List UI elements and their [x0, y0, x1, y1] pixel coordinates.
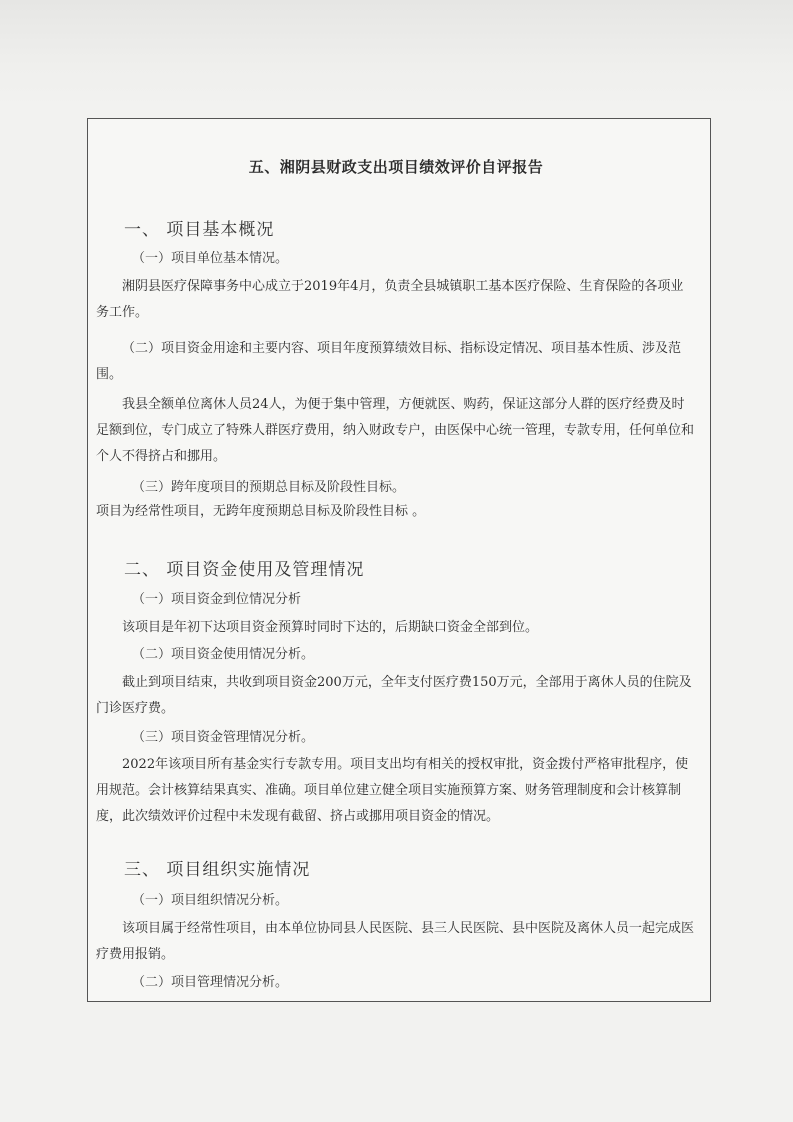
section-2-para-2: 截止到项目结束，共收到项目资金200万元，全年支付医疗费150万元，全部用于离休人员的住院及门诊医疗费。: [96, 675, 692, 716]
section-3-heading: 三、 项目组织实施情况: [124, 860, 311, 880]
section-2-sub-2: （二）项目资金使用情况分析。: [132, 647, 315, 662]
section-2-sub-3: （三）项目资金管理情况分析。: [132, 730, 315, 745]
section-3-para-1: 该项目属于经常性项目，由本单位协同县人民医院、县三人民医院、县中医院及离休人员一起完成医疗费用报销。: [96, 921, 695, 962]
section-1-para-2: 我县全额单位离休人员24人，为便于集中管理，方便就医、购药，保证这部分人群的医疗经费及时足额到位，专门成立了特殊人群医疗费用，纳入财政专户，由医保中心统一管理，专款专用，任何单位和个人不得挤占和挪用。: [96, 397, 695, 464]
document-title: 五、湘阴县财政支出项目绩效评价自评报告: [248, 158, 544, 176]
section-1-heading: 一、 项目基本概况: [124, 220, 275, 240]
section-1-para-3: 项目为经常性项目，无跨年度预期总目标及阶段性目标 。: [96, 504, 426, 519]
section-3-sub-1: （一）项目组织情况分析。: [132, 893, 289, 908]
section-1-sub-1: （一）项目单位基本情况。: [132, 251, 289, 266]
scan-header-shading: [0, 0, 793, 110]
section-1-para-1: 湘阴县医疗保障事务中心成立于2019年4月，负责全县城镇职工基本医疗保险、生育保险的各项业务工作。: [96, 279, 684, 320]
section-2-sub-1: （一）项目资金到位情况分析: [132, 592, 302, 607]
section-3-sub-2: （二）项目管理情况分析。: [132, 975, 289, 990]
section-1-sub-3: （三）跨年度项目的预期总目标及阶段性目标。: [132, 480, 406, 495]
section-2-heading: 二、 项目资金使用及管理情况: [124, 560, 365, 580]
section-2-para-3: 2022年该项目所有基金实行专款专用。项目支出均有相关的授权审批，资金拨付严格审批程序，使用规范。会计核算结果真实、准确。项目单位建立健全项目实施预算方案、财务管理制度和会计核算制度，此次绩效评价过程中未发现有截留、挤占或挪用项目资金的情况。: [96, 757, 689, 824]
section-1-sub-2: （二）项目资金用途和主要内容、项目年度预算绩效目标、指标设定情况、项目基本性质、涉及范围。: [96, 341, 682, 382]
section-2-para-1: 该项目是年初下达项目资金预算时同时下达的，后期缺口资金全部到位。: [122, 620, 539, 635]
